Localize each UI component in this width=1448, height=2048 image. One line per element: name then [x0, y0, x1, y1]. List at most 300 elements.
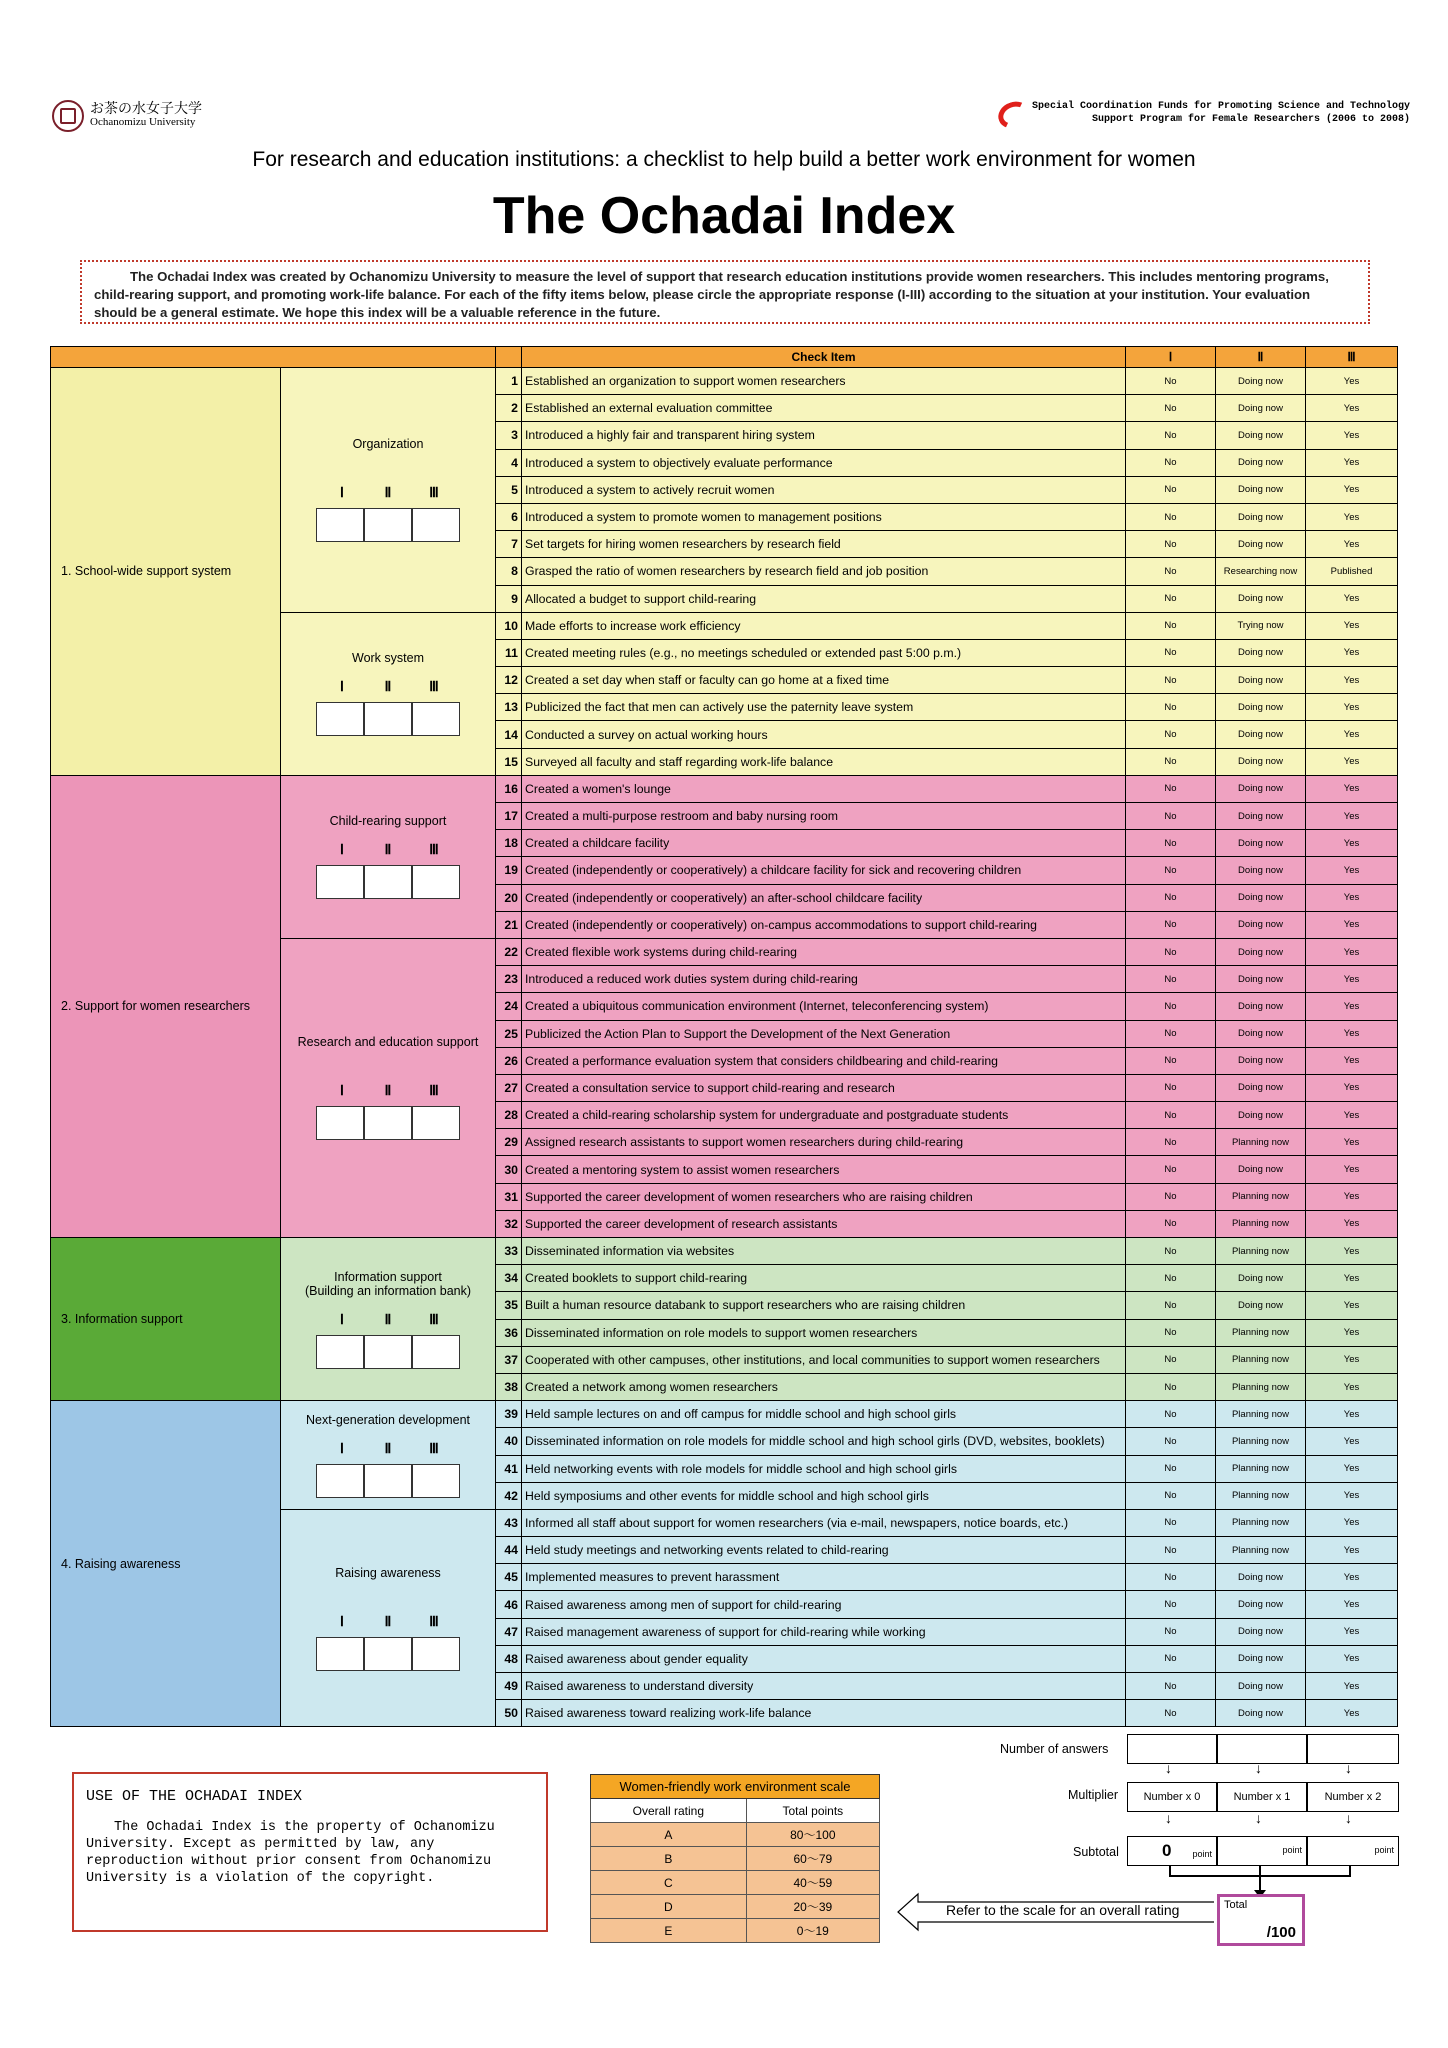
rating-box-1[interactable]	[316, 508, 364, 542]
subcategory-spacer	[284, 1580, 492, 1610]
item-number: 7	[496, 531, 522, 558]
response-1[interactable]: No	[1126, 1238, 1216, 1265]
response-1[interactable]: No	[1126, 667, 1216, 694]
response-1[interactable]: No	[1126, 1020, 1216, 1047]
response-2[interactable]: Doing now	[1216, 531, 1306, 558]
response-2[interactable]: Planning now	[1216, 1482, 1306, 1509]
item-text: Set targets for hiring women researchers by research field	[522, 531, 1126, 558]
item-text: Held study meetings and networking events related to child-rearing	[522, 1537, 1126, 1564]
multiplier-1: Number x 0	[1127, 1782, 1217, 1812]
item-text: Raised awareness about gender equality	[522, 1645, 1126, 1672]
use-notice-box	[72, 1772, 548, 1932]
item-number: 32	[496, 1210, 522, 1237]
answers-count-3[interactable]	[1307, 1734, 1399, 1764]
scale-rating: A	[591, 1823, 747, 1847]
response-3[interactable]: Yes	[1306, 449, 1398, 476]
response-3[interactable]: Yes	[1306, 775, 1398, 802]
response-2[interactable]: Researching now	[1216, 558, 1306, 585]
response-1[interactable]: No	[1126, 1183, 1216, 1210]
rating-box-1[interactable]	[316, 1335, 364, 1369]
response-1[interactable]: No	[1126, 1156, 1216, 1183]
response-1[interactable]: No	[1126, 884, 1216, 911]
rating-numerals	[284, 1083, 492, 1100]
item-number: 10	[496, 612, 522, 639]
item-text: Surveyed all faculty and staff regarding work-life balance	[522, 748, 1126, 775]
response-2[interactable]: Planning now	[1216, 1509, 1306, 1536]
rating-box-2[interactable]	[364, 508, 412, 542]
response-3[interactable]: Yes	[1306, 1292, 1398, 1319]
item-text: Publicized the fact that men can actively use the paternity leave system	[522, 694, 1126, 721]
response-2[interactable]: Doing now	[1216, 1156, 1306, 1183]
response-3[interactable]: Yes	[1306, 1210, 1398, 1237]
response-2[interactable]: Doing now	[1216, 1292, 1306, 1319]
response-2[interactable]: Doing now	[1216, 857, 1306, 884]
response-3[interactable]: Yes	[1306, 1265, 1398, 1292]
response-1[interactable]: No	[1126, 1673, 1216, 1700]
response-2[interactable]: Doing now	[1216, 503, 1306, 530]
response-2[interactable]: Doing now	[1216, 993, 1306, 1020]
response-2[interactable]: Doing now	[1216, 422, 1306, 449]
item-number: 19	[496, 857, 522, 884]
response-3[interactable]: Yes	[1306, 1618, 1398, 1645]
response-1[interactable]: No	[1126, 911, 1216, 938]
response-2[interactable]: Doing now	[1216, 830, 1306, 857]
point-unit: point	[1192, 1849, 1212, 1859]
item-number: 45	[496, 1564, 522, 1591]
response-3[interactable]: Yes	[1306, 1482, 1398, 1509]
subtotal-2[interactable]	[1217, 1836, 1307, 1866]
rating-numeral: Ⅰ	[339, 680, 345, 696]
response-3[interactable]: Yes	[1306, 1373, 1398, 1400]
item-text: Created a child-rearing scholarship system for undergraduate and postgraduate students	[522, 1102, 1126, 1129]
category-name: 4. Raising awareness	[61, 1556, 181, 1571]
response-1[interactable]: No	[1126, 1319, 1216, 1346]
response-2[interactable]: Doing now	[1216, 639, 1306, 666]
checklist-table	[50, 346, 1398, 1727]
response-1[interactable]: No	[1126, 857, 1216, 884]
subcategory-name: Child-rearing support	[329, 814, 447, 829]
response-2[interactable]: Doing now	[1216, 966, 1306, 993]
item-text: Created a mentoring system to assist women researchers	[522, 1156, 1126, 1183]
response-3[interactable]: Yes	[1306, 993, 1398, 1020]
rating-box-3[interactable]	[412, 702, 460, 736]
answers-count-1[interactable]	[1127, 1734, 1217, 1764]
rating-boxes	[284, 1637, 492, 1671]
response-3[interactable]: Yes	[1306, 884, 1398, 911]
item-number: 3	[496, 422, 522, 449]
response-1[interactable]: No	[1126, 449, 1216, 476]
response-1[interactable]: No	[1126, 1373, 1216, 1400]
answers-count-2[interactable]	[1217, 1734, 1307, 1764]
response-3[interactable]: Published	[1306, 558, 1398, 585]
response-1[interactable]: No	[1126, 1428, 1216, 1455]
response-2[interactable]: Planning now	[1216, 1346, 1306, 1373]
response-2[interactable]: Doing now	[1216, 938, 1306, 965]
response-2[interactable]: Doing now	[1216, 1265, 1306, 1292]
response-3[interactable]: Yes	[1306, 1102, 1398, 1129]
rating-box-3[interactable]	[412, 508, 460, 542]
rating-box-2[interactable]	[364, 865, 412, 899]
item-number: 2	[496, 395, 522, 422]
subcategory-cell	[281, 775, 496, 938]
rating-numeral: Ⅱ	[384, 1614, 392, 1630]
rating-box-1[interactable]	[316, 1637, 364, 1671]
response-2[interactable]: Planning now	[1216, 1373, 1306, 1400]
subcategory-spacer	[284, 1049, 492, 1079]
rating-numeral: Ⅲ	[429, 1084, 439, 1100]
university-logo	[52, 100, 202, 132]
item-text: Disseminated information via websites	[522, 1238, 1126, 1265]
response-1[interactable]: No	[1126, 612, 1216, 639]
response-1[interactable]: No	[1126, 422, 1216, 449]
item-text: Publicized the Action Plan to Support the Development of the Next Generation	[522, 1020, 1126, 1047]
item-text: Created a ubiquitous communication environment (Internet, teleconferencing system)	[522, 993, 1126, 1020]
response-1[interactable]: No	[1126, 1265, 1216, 1292]
rating-numeral: Ⅲ	[429, 1441, 439, 1457]
response-1[interactable]: No	[1126, 558, 1216, 585]
response-3[interactable]: Yes	[1306, 503, 1398, 530]
response-3[interactable]: Yes	[1306, 476, 1398, 503]
response-1[interactable]: No	[1126, 476, 1216, 503]
response-3[interactable]: Yes	[1306, 1428, 1398, 1455]
response-1[interactable]: No	[1126, 1074, 1216, 1101]
response-2[interactable]: Doing now	[1216, 1102, 1306, 1129]
rating-numerals	[284, 679, 492, 696]
rating-box-3[interactable]	[412, 1106, 460, 1140]
response-3[interactable]: Yes	[1306, 1047, 1398, 1074]
item-text: Implemented measures to prevent harassment	[522, 1564, 1126, 1591]
item-number: 34	[496, 1265, 522, 1292]
item-number: 43	[496, 1509, 522, 1536]
rating-box-2[interactable]	[364, 702, 412, 736]
table-row	[51, 1238, 1398, 1265]
response-2[interactable]: Doing now	[1216, 1591, 1306, 1618]
category-cell	[51, 368, 281, 776]
response-3[interactable]: Yes	[1306, 1700, 1398, 1727]
response-3[interactable]: Yes	[1306, 803, 1398, 830]
subtotal-1[interactable]	[1127, 1836, 1217, 1866]
item-number: 35	[496, 1292, 522, 1319]
response-3[interactable]: Yes	[1306, 368, 1398, 395]
item-number: 20	[496, 884, 522, 911]
response-2[interactable]: Doing now	[1216, 911, 1306, 938]
response-2[interactable]: Doing now	[1216, 1020, 1306, 1047]
response-3[interactable]: Yes	[1306, 911, 1398, 938]
rating-box-3[interactable]	[412, 1637, 460, 1671]
rating-box-3[interactable]	[412, 865, 460, 899]
response-2[interactable]: Planning now	[1216, 1455, 1306, 1482]
response-3[interactable]: Yes	[1306, 1074, 1398, 1101]
number-of-answers-label: Number of answers	[1000, 1742, 1109, 1756]
response-2[interactable]: Doing now	[1216, 1645, 1306, 1672]
rating-numeral: Ⅰ	[339, 1084, 345, 1100]
scale-rating: D	[591, 1895, 747, 1919]
response-3[interactable]: Yes	[1306, 721, 1398, 748]
item-number: 41	[496, 1455, 522, 1482]
response-3[interactable]: Yes	[1306, 1645, 1398, 1672]
response-1[interactable]: No	[1126, 1210, 1216, 1237]
response-3[interactable]: Yes	[1306, 1673, 1398, 1700]
response-2[interactable]: Doing now	[1216, 1673, 1306, 1700]
category-cell	[51, 1238, 281, 1401]
response-2[interactable]: Doing now	[1216, 748, 1306, 775]
response-1[interactable]: No	[1126, 1537, 1216, 1564]
multiplier-label: Multiplier	[1068, 1788, 1119, 1802]
response-1[interactable]: No	[1126, 1292, 1216, 1319]
response-1[interactable]: No	[1126, 639, 1216, 666]
response-1[interactable]: No	[1126, 1455, 1216, 1482]
arrow-down-icon: ↓	[1255, 1760, 1262, 1776]
response-3[interactable]: Yes	[1306, 1319, 1398, 1346]
response-3[interactable]: Yes	[1306, 748, 1398, 775]
response-2[interactable]: Doing now	[1216, 368, 1306, 395]
item-text: Introduced a reduced work duties system during child-rearing	[522, 966, 1126, 993]
funding-logo	[996, 100, 1410, 128]
response-3[interactable]: Yes	[1306, 667, 1398, 694]
arrow-down-icon: ↓	[1255, 1810, 1262, 1826]
rating-numeral: Ⅰ	[339, 1614, 345, 1630]
item-text: Raised awareness toward realizing work-life balance	[522, 1700, 1126, 1727]
item-number: 47	[496, 1618, 522, 1645]
rating-numerals	[284, 485, 492, 502]
total-box[interactable]	[1217, 1894, 1305, 1946]
item-number: 44	[496, 1537, 522, 1564]
item-text: Created a performance evaluation system that considers childbearing and child-rearing	[522, 1047, 1126, 1074]
response-2[interactable]: Doing now	[1216, 1564, 1306, 1591]
item-number: 27	[496, 1074, 522, 1101]
item-number: 48	[496, 1645, 522, 1672]
item-number: 38	[496, 1373, 522, 1400]
response-2[interactable]: Doing now	[1216, 884, 1306, 911]
table-header	[51, 347, 1398, 368]
response-1[interactable]: No	[1126, 395, 1216, 422]
response-1[interactable]: No	[1126, 585, 1216, 612]
item-text: Raised awareness to understand diversity	[522, 1673, 1126, 1700]
header-blank	[51, 347, 496, 368]
response-1[interactable]: No	[1126, 1591, 1216, 1618]
response-2[interactable]: Planning now	[1216, 1428, 1306, 1455]
response-3[interactable]: Yes	[1306, 857, 1398, 884]
item-number: 42	[496, 1482, 522, 1509]
rating-numeral: Ⅱ	[384, 843, 392, 859]
response-2[interactable]: Planning now	[1216, 1537, 1306, 1564]
rating-box-2[interactable]	[364, 1637, 412, 1671]
scale-row	[591, 1919, 880, 1943]
response-1[interactable]: No	[1126, 1129, 1216, 1156]
rating-boxes	[284, 508, 492, 542]
rating-numerals	[284, 1614, 492, 1631]
response-2[interactable]: Doing now	[1216, 775, 1306, 802]
response-1[interactable]: No	[1126, 938, 1216, 965]
response-3[interactable]: Yes	[1306, 1020, 1398, 1047]
response-3[interactable]: Yes	[1306, 395, 1398, 422]
item-text: Allocated a budget to support child-rearing	[522, 585, 1126, 612]
response-1[interactable]: No	[1126, 1401, 1216, 1428]
response-2[interactable]: Doing now	[1216, 694, 1306, 721]
item-number: 22	[496, 938, 522, 965]
arrow-down-icon: ↓	[1165, 1760, 1172, 1776]
response-2[interactable]: Planning now	[1216, 1210, 1306, 1237]
response-3[interactable]: Yes	[1306, 639, 1398, 666]
response-2[interactable]: Doing now	[1216, 1618, 1306, 1645]
arrow-down-icon: ↓	[1345, 1760, 1352, 1776]
item-number: 4	[496, 449, 522, 476]
response-3[interactable]: Yes	[1306, 1401, 1398, 1428]
response-1[interactable]: No	[1126, 368, 1216, 395]
subtotal-3[interactable]	[1307, 1836, 1399, 1866]
category-cell	[51, 775, 281, 1237]
rating-boxes	[284, 865, 492, 899]
response-2[interactable]: Doing now	[1216, 1047, 1306, 1074]
item-text: Raised management awareness of support for child-rearing while working	[522, 1618, 1126, 1645]
rating-box-1[interactable]	[316, 702, 364, 736]
response-2[interactable]: Doing now	[1216, 585, 1306, 612]
rating-box-2[interactable]	[364, 1106, 412, 1140]
response-3[interactable]: Yes	[1306, 1455, 1398, 1482]
response-3[interactable]: Yes	[1306, 1156, 1398, 1183]
response-3[interactable]: Yes	[1306, 966, 1398, 993]
rating-box-2[interactable]	[364, 1464, 412, 1498]
item-text: Disseminated information on role models to support women researchers	[522, 1319, 1126, 1346]
rating-numeral: Ⅱ	[384, 1312, 392, 1328]
item-number: 26	[496, 1047, 522, 1074]
item-number: 14	[496, 721, 522, 748]
rating-numeral: Ⅱ	[384, 680, 392, 696]
rating-numeral: Ⅰ	[339, 486, 345, 502]
response-3[interactable]: Yes	[1306, 1183, 1398, 1210]
response-2[interactable]: Doing now	[1216, 395, 1306, 422]
response-2[interactable]: Planning now	[1216, 1319, 1306, 1346]
response-3[interactable]: Yes	[1306, 531, 1398, 558]
response-3[interactable]: Yes	[1306, 1238, 1398, 1265]
subcategory-spacer	[284, 451, 492, 481]
rating-box-1[interactable]	[316, 1464, 364, 1498]
response-3[interactable]: Yes	[1306, 422, 1398, 449]
response-2[interactable]: Planning now	[1216, 1401, 1306, 1428]
rating-numerals	[284, 1312, 492, 1329]
response-1[interactable]: No	[1126, 775, 1216, 802]
response-2[interactable]: Planning now	[1216, 1183, 1306, 1210]
header-col-3: Ⅲ	[1306, 347, 1398, 368]
header-col-1: Ⅰ	[1126, 347, 1216, 368]
response-2[interactable]: Doing now	[1216, 476, 1306, 503]
response-3[interactable]: Yes	[1306, 1591, 1398, 1618]
response-1[interactable]: No	[1126, 1645, 1216, 1672]
response-3[interactable]: Yes	[1306, 1537, 1398, 1564]
response-3[interactable]: Yes	[1306, 612, 1398, 639]
multiplier-3: Number x 2	[1307, 1782, 1399, 1812]
response-3[interactable]: Yes	[1306, 585, 1398, 612]
rating-numeral: Ⅰ	[339, 843, 345, 859]
arrow-down-icon: ↓	[1165, 1810, 1172, 1826]
multiplier-2: Number x 1	[1217, 1782, 1307, 1812]
item-text: Created flexible work systems during child-rearing	[522, 938, 1126, 965]
response-1[interactable]: No	[1126, 803, 1216, 830]
rating-numerals	[284, 842, 492, 859]
item-number: 29	[496, 1129, 522, 1156]
response-3[interactable]: Yes	[1306, 1129, 1398, 1156]
item-text: Created a multi-purpose restroom and baby nursing room	[522, 803, 1126, 830]
response-3[interactable]: Yes	[1306, 1564, 1398, 1591]
page-subtitle: For research and education institutions: a checklist to help build a better work environment for women	[252, 148, 1196, 171]
response-1[interactable]: No	[1126, 1102, 1216, 1129]
response-1[interactable]: No	[1126, 1482, 1216, 1509]
item-number: 1	[496, 368, 522, 395]
item-number: 13	[496, 694, 522, 721]
item-text: Established an external evaluation committee	[522, 395, 1126, 422]
response-2[interactable]: Doing now	[1216, 667, 1306, 694]
rating-box-3[interactable]	[412, 1335, 460, 1369]
item-text: Created booklets to support child-rearing	[522, 1265, 1126, 1292]
response-2[interactable]: Doing now	[1216, 1700, 1306, 1727]
item-number: 15	[496, 748, 522, 775]
response-1[interactable]: No	[1126, 993, 1216, 1020]
university-name-en: Ochanomizu University	[90, 116, 196, 128]
rating-boxes	[284, 1464, 492, 1498]
header-check-item: Check Item	[522, 347, 1126, 368]
item-number: 39	[496, 1401, 522, 1428]
university-seal-icon	[52, 100, 84, 132]
response-1[interactable]: No	[1126, 531, 1216, 558]
use-heading: USE OF THE OCHADAI INDEX	[86, 1788, 303, 1805]
response-2[interactable]: Planning now	[1216, 1129, 1306, 1156]
response-1[interactable]: No	[1126, 966, 1216, 993]
item-text: Created a childcare facility	[522, 830, 1126, 857]
category-cell	[51, 1401, 281, 1727]
response-1[interactable]: No	[1126, 721, 1216, 748]
response-3[interactable]: Yes	[1306, 1509, 1398, 1536]
subtotal-1-value: 0	[1162, 1841, 1172, 1860]
item-text: Created (independently or cooperatively) a childcare facility for sick and recovering children	[522, 857, 1126, 884]
response-2[interactable]: Doing now	[1216, 721, 1306, 748]
response-1[interactable]: No	[1126, 1700, 1216, 1727]
response-1[interactable]: No	[1126, 1509, 1216, 1536]
university-name-jp: お茶の水女子大学	[90, 102, 202, 117]
item-number: 12	[496, 667, 522, 694]
response-1[interactable]: No	[1126, 1047, 1216, 1074]
response-2[interactable]: Planning now	[1216, 1238, 1306, 1265]
response-1[interactable]: No	[1126, 1618, 1216, 1645]
subtotal-label: Subtotal	[1073, 1845, 1119, 1859]
response-1[interactable]: No	[1126, 830, 1216, 857]
response-2[interactable]: Trying now	[1216, 612, 1306, 639]
use-text: The Ochadai Index is the property of Ochanomizu University. Except as permitted by law, any reproduction without prior consent from Ochanomizu University is a violation of the copyright.	[86, 1820, 495, 1886]
response-1[interactable]: No	[1126, 503, 1216, 530]
response-2[interactable]: Doing now	[1216, 803, 1306, 830]
response-3[interactable]: Yes	[1306, 1346, 1398, 1373]
rating-box-1[interactable]	[316, 1106, 364, 1140]
rating-box-2[interactable]	[364, 1335, 412, 1369]
rating-numeral: Ⅲ	[429, 1312, 439, 1328]
item-text: Made efforts to increase work efficiency	[522, 612, 1126, 639]
response-1[interactable]: No	[1126, 694, 1216, 721]
rating-box-1[interactable]	[316, 865, 364, 899]
rating-box-3[interactable]	[412, 1464, 460, 1498]
response-1[interactable]: No	[1126, 1564, 1216, 1591]
response-3[interactable]: Yes	[1306, 830, 1398, 857]
response-3[interactable]: Yes	[1306, 694, 1398, 721]
response-3[interactable]: Yes	[1306, 938, 1398, 965]
category-name: 3. Information support	[61, 1312, 183, 1327]
response-2[interactable]: Doing now	[1216, 1074, 1306, 1101]
response-2[interactable]: Doing now	[1216, 449, 1306, 476]
subcategory-spacer	[284, 828, 492, 838]
rating-numeral: Ⅱ	[384, 486, 392, 502]
subcategory-cell	[281, 1509, 496, 1727]
response-1[interactable]: No	[1126, 748, 1216, 775]
response-1[interactable]: No	[1126, 1346, 1216, 1373]
item-text: Conducted a survey on actual working hours	[522, 721, 1126, 748]
